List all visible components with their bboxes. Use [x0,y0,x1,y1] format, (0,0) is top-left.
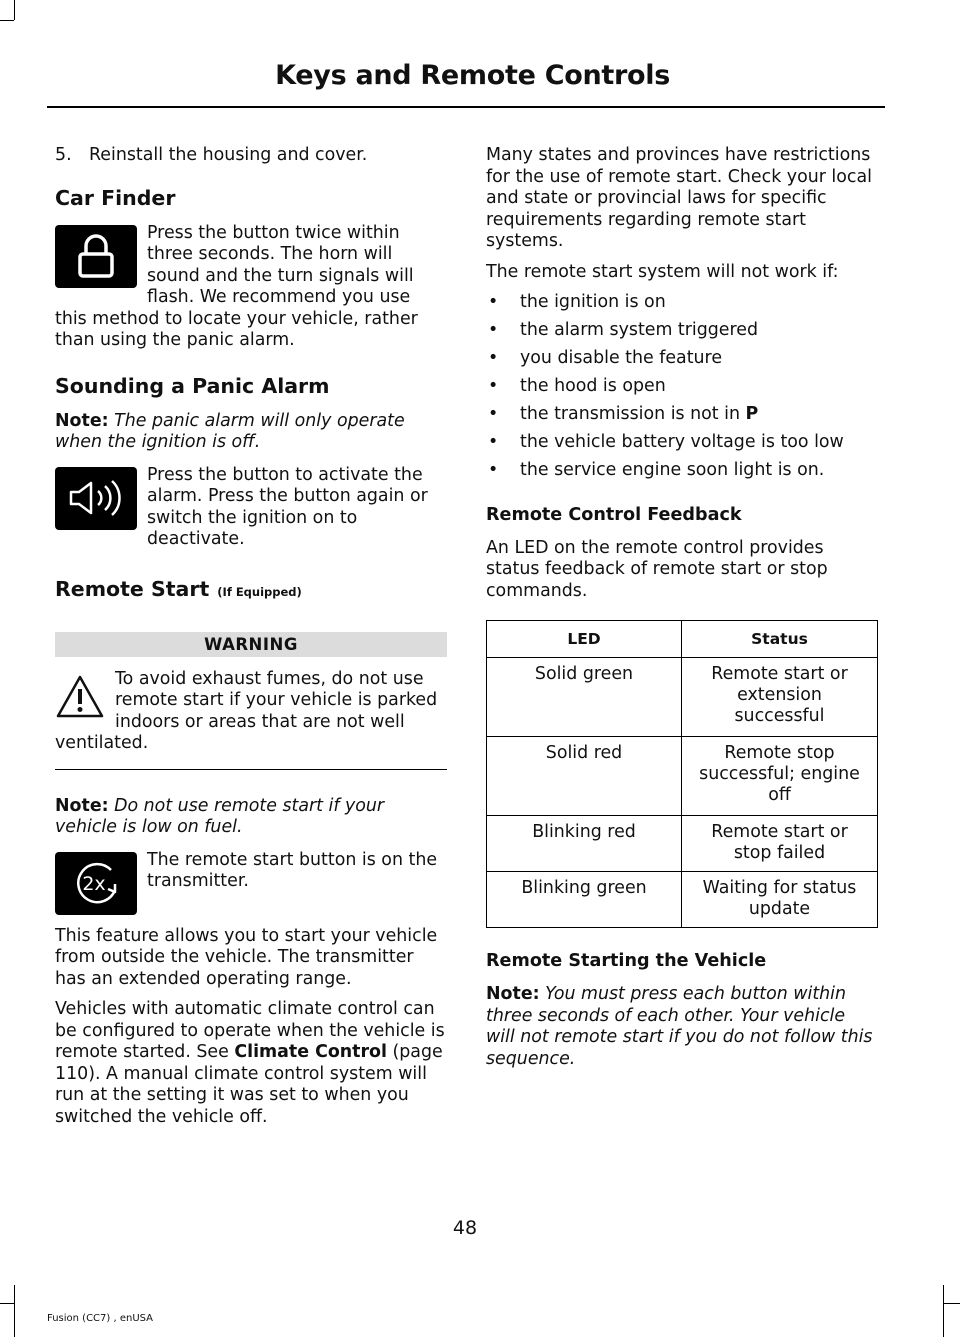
led-cell: Blinking red [487,816,682,872]
speaker-icon [55,467,137,530]
status-cell: Remote start or stop failed [682,816,878,872]
remote-starting-note [486,984,878,1070]
panic-heading: Sounding a Panic Alarm [55,373,330,398]
remote-start-heading [55,577,447,604]
para2-text-b: (page 110). A manual climate control system will run at the setting it was set to when you switched the vehicle off. [55,1042,443,1127]
feedback-heading: Remote Control Feedback [486,504,742,525]
status-cell: Remote start or extension successful [682,658,878,737]
remote-start-title: Remote Start [55,576,210,601]
note-text: Do not use remote start if your vehicle is low on fuel. [55,795,385,837]
panic-text: Press the button to activate the alarm. Press the button again or switch the ignition on to deactivate. [147,464,428,549]
remote-start-para1: This feature allows you to start your vehicle from outside the vehicle. The transmitter has an extended operating range. [55,925,438,989]
note-label: Note: [55,795,109,816]
status-cell: Remote stop successful; engine off [682,737,878,816]
warning-header: WARNING [55,632,447,657]
col-header-status: Status [682,621,878,658]
panic-note [55,411,447,454]
list-item: • the vehicle battery voltage is too low [486,432,878,454]
crop-mark [0,1303,14,1304]
status-cell: Waiting for status update [682,872,878,928]
list-intro: The remote start system will not work if: [486,261,839,282]
if-equipped: (If Equipped) [217,584,302,599]
crop-mark [14,1285,15,1337]
list-item: • the hood is open [486,376,878,398]
car-finder-block [55,223,447,352]
warning-text: To avoid exhaust fumes, do not use remote start if your vehicle is parked indoors or areas that are not well ventilated. [55,668,438,753]
climate-control-link[interactable]: Climate Control [234,1042,387,1062]
list-item: • you disable the feature [486,348,878,370]
left-column [55,145,447,1137]
step-5: 5. Reinstall the housing and cover. [55,145,368,165]
intro-text: Many states and provinces have restrictions for the use of remote start. Check your local and state or provincial laws for specific requirements regarding remote start systems. [486,145,872,251]
header-rule [47,106,885,108]
remote-start-2x-label: 2x [82,873,106,895]
car-finder-heading: Car Finder [55,185,176,210]
remote-start-button-text: The remote start button is on the transmitter. [147,849,438,891]
warning-body [55,669,447,755]
note-text: The panic alarm will only operate when the ignition is off. [55,410,405,452]
crop-mark [14,0,15,20]
page-number: 48 [452,1217,478,1239]
right-column [486,145,878,1079]
note-text: You must press each button within three seconds of each other. Your vehicle will not remote start if you do not follow this sequence. [486,984,873,1069]
warning-rule [55,769,447,770]
table-row [487,658,878,737]
remote-start-2x-icon [55,852,137,915]
car-finder-text: Press the button twice within three seconds. The horn will sound and the turn signals will flash. We recommend you use this method to locate your vehicle, rather than using the panic alarm. [55,222,418,350]
table-row [487,737,878,816]
list-item: • the service engine soon light is on. [486,460,878,482]
conditions-list [486,292,878,482]
crop-mark [0,20,14,21]
table-row [487,816,878,872]
feedback-text: An LED on the remote control provides status feedback of remote start or stop commands. [486,537,828,601]
panic-block [55,465,447,551]
led-cell: Solid green [487,658,682,737]
document-id: Fusion (CC7) , enUSA [47,1313,154,1324]
crop-mark [943,1285,944,1337]
note-label: Note: [486,984,540,1004]
warning-triangle-icon [55,674,105,724]
col-header-led: LED [487,621,682,658]
remote-starting-heading: Remote Starting the Vehicle [486,951,767,971]
page-title: Keys and Remote Controls [275,60,670,91]
led-cell: Solid red [487,737,682,816]
table-header-row [487,621,878,658]
list-item: • the ignition is on [486,292,878,314]
list-item: • the alarm system triggered [486,320,878,342]
para2-text-a: Vehicles with automatic climate control can be configured to operate when the vehicle is remote started. See [55,999,445,1062]
list-item-text: the transmission is not in [520,404,746,424]
remote-start-button-block [55,850,447,920]
table-row [487,872,878,928]
list-item [486,404,878,426]
led-status-table [486,620,878,928]
note-label: Note: [55,410,109,431]
remote-start-para2 [55,999,447,1128]
remote-start-note [55,796,447,839]
crop-mark [944,1303,960,1304]
led-cell: Blinking green [487,872,682,928]
gear-p: P [745,404,759,424]
lock-icon [55,225,137,288]
